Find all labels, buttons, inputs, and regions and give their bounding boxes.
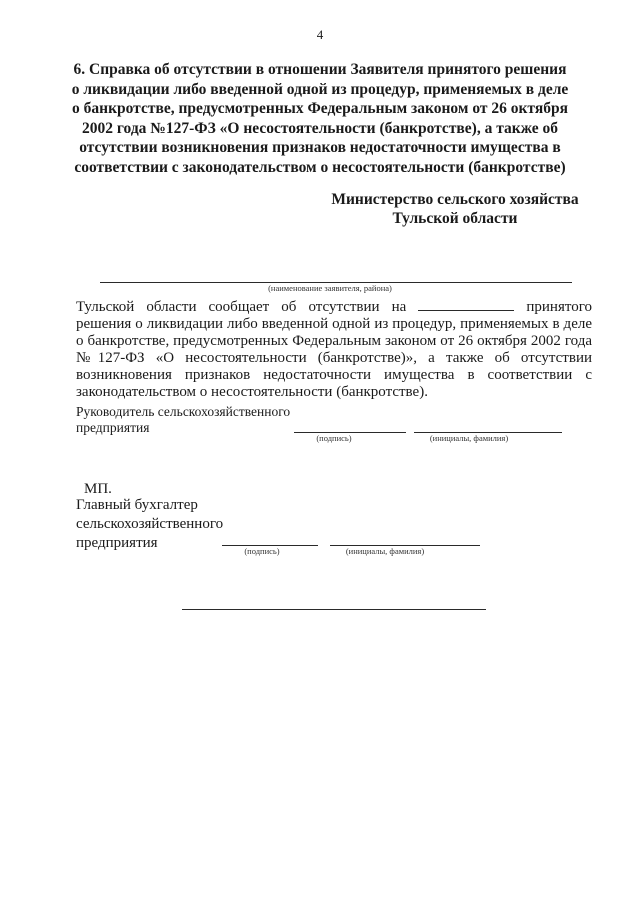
body-text-start: Тульской области сообщает об отсутствии на	[76, 299, 407, 315]
page-number: 4	[316, 27, 324, 42]
head-label-line-2: предприятия	[76, 420, 150, 435]
head-signature-label	[76, 404, 290, 436]
body-text-end: принятого решения о ликвидации либо введенной одной из процедур, применяемых в деле о банкротстве, предусмотренных Федеральным законом от 26 октября 2002 года №127-ФЗ «О несостоятельности (банкротстве)», а также об отсутствии возникновения признаков недостаточности имущества в соответствии с законодательством о несостоятельности (банкротстве).	[76, 299, 592, 400]
accountant-label-line-3: предприятия	[76, 535, 158, 551]
recipient-line-2: Тульской области	[392, 210, 518, 227]
head-label-line-1: Руководитель сельскохозяйственного	[76, 404, 291, 419]
accountant-signature-caption: (подпись)	[244, 546, 280, 556]
head-signature-caption: (подпись)	[316, 433, 352, 443]
accountant-signature-label	[76, 496, 223, 553]
recipient-line-1: Министерство сельского хозяйства	[331, 191, 579, 208]
applicant-name-caption: (наименование заявителя, района)	[268, 283, 392, 293]
accountant-name-caption: (инициалы, фамилия)	[345, 546, 425, 556]
date-blank-field[interactable]	[418, 298, 514, 311]
accountant-label-line-2: сельскохозяйственного	[76, 516, 224, 532]
accountant-label-line-1: Главный бухгалтер	[76, 497, 198, 513]
document-heading: 6. Справка об отсутствии в отношении Заявителя принятого решения о ликвидации либо введенной одной из процедур, применяемых в деле о банкротстве, предусмотренных Федеральным законом от 26 октября 2002 года №127-ФЗ «О несостоятельности (банкротстве), а также об отсутствии возникновения признаков недостаточности имущества в соответствии с законодательством о несостоятельности (банкротстве)	[71, 61, 569, 176]
body-paragraph	[76, 298, 592, 401]
recipient-block	[300, 190, 610, 228]
stamp-label: МП.	[84, 481, 112, 497]
head-name-caption: (инициалы, фамилия)	[429, 433, 509, 443]
bottom-separator	[182, 609, 486, 610]
